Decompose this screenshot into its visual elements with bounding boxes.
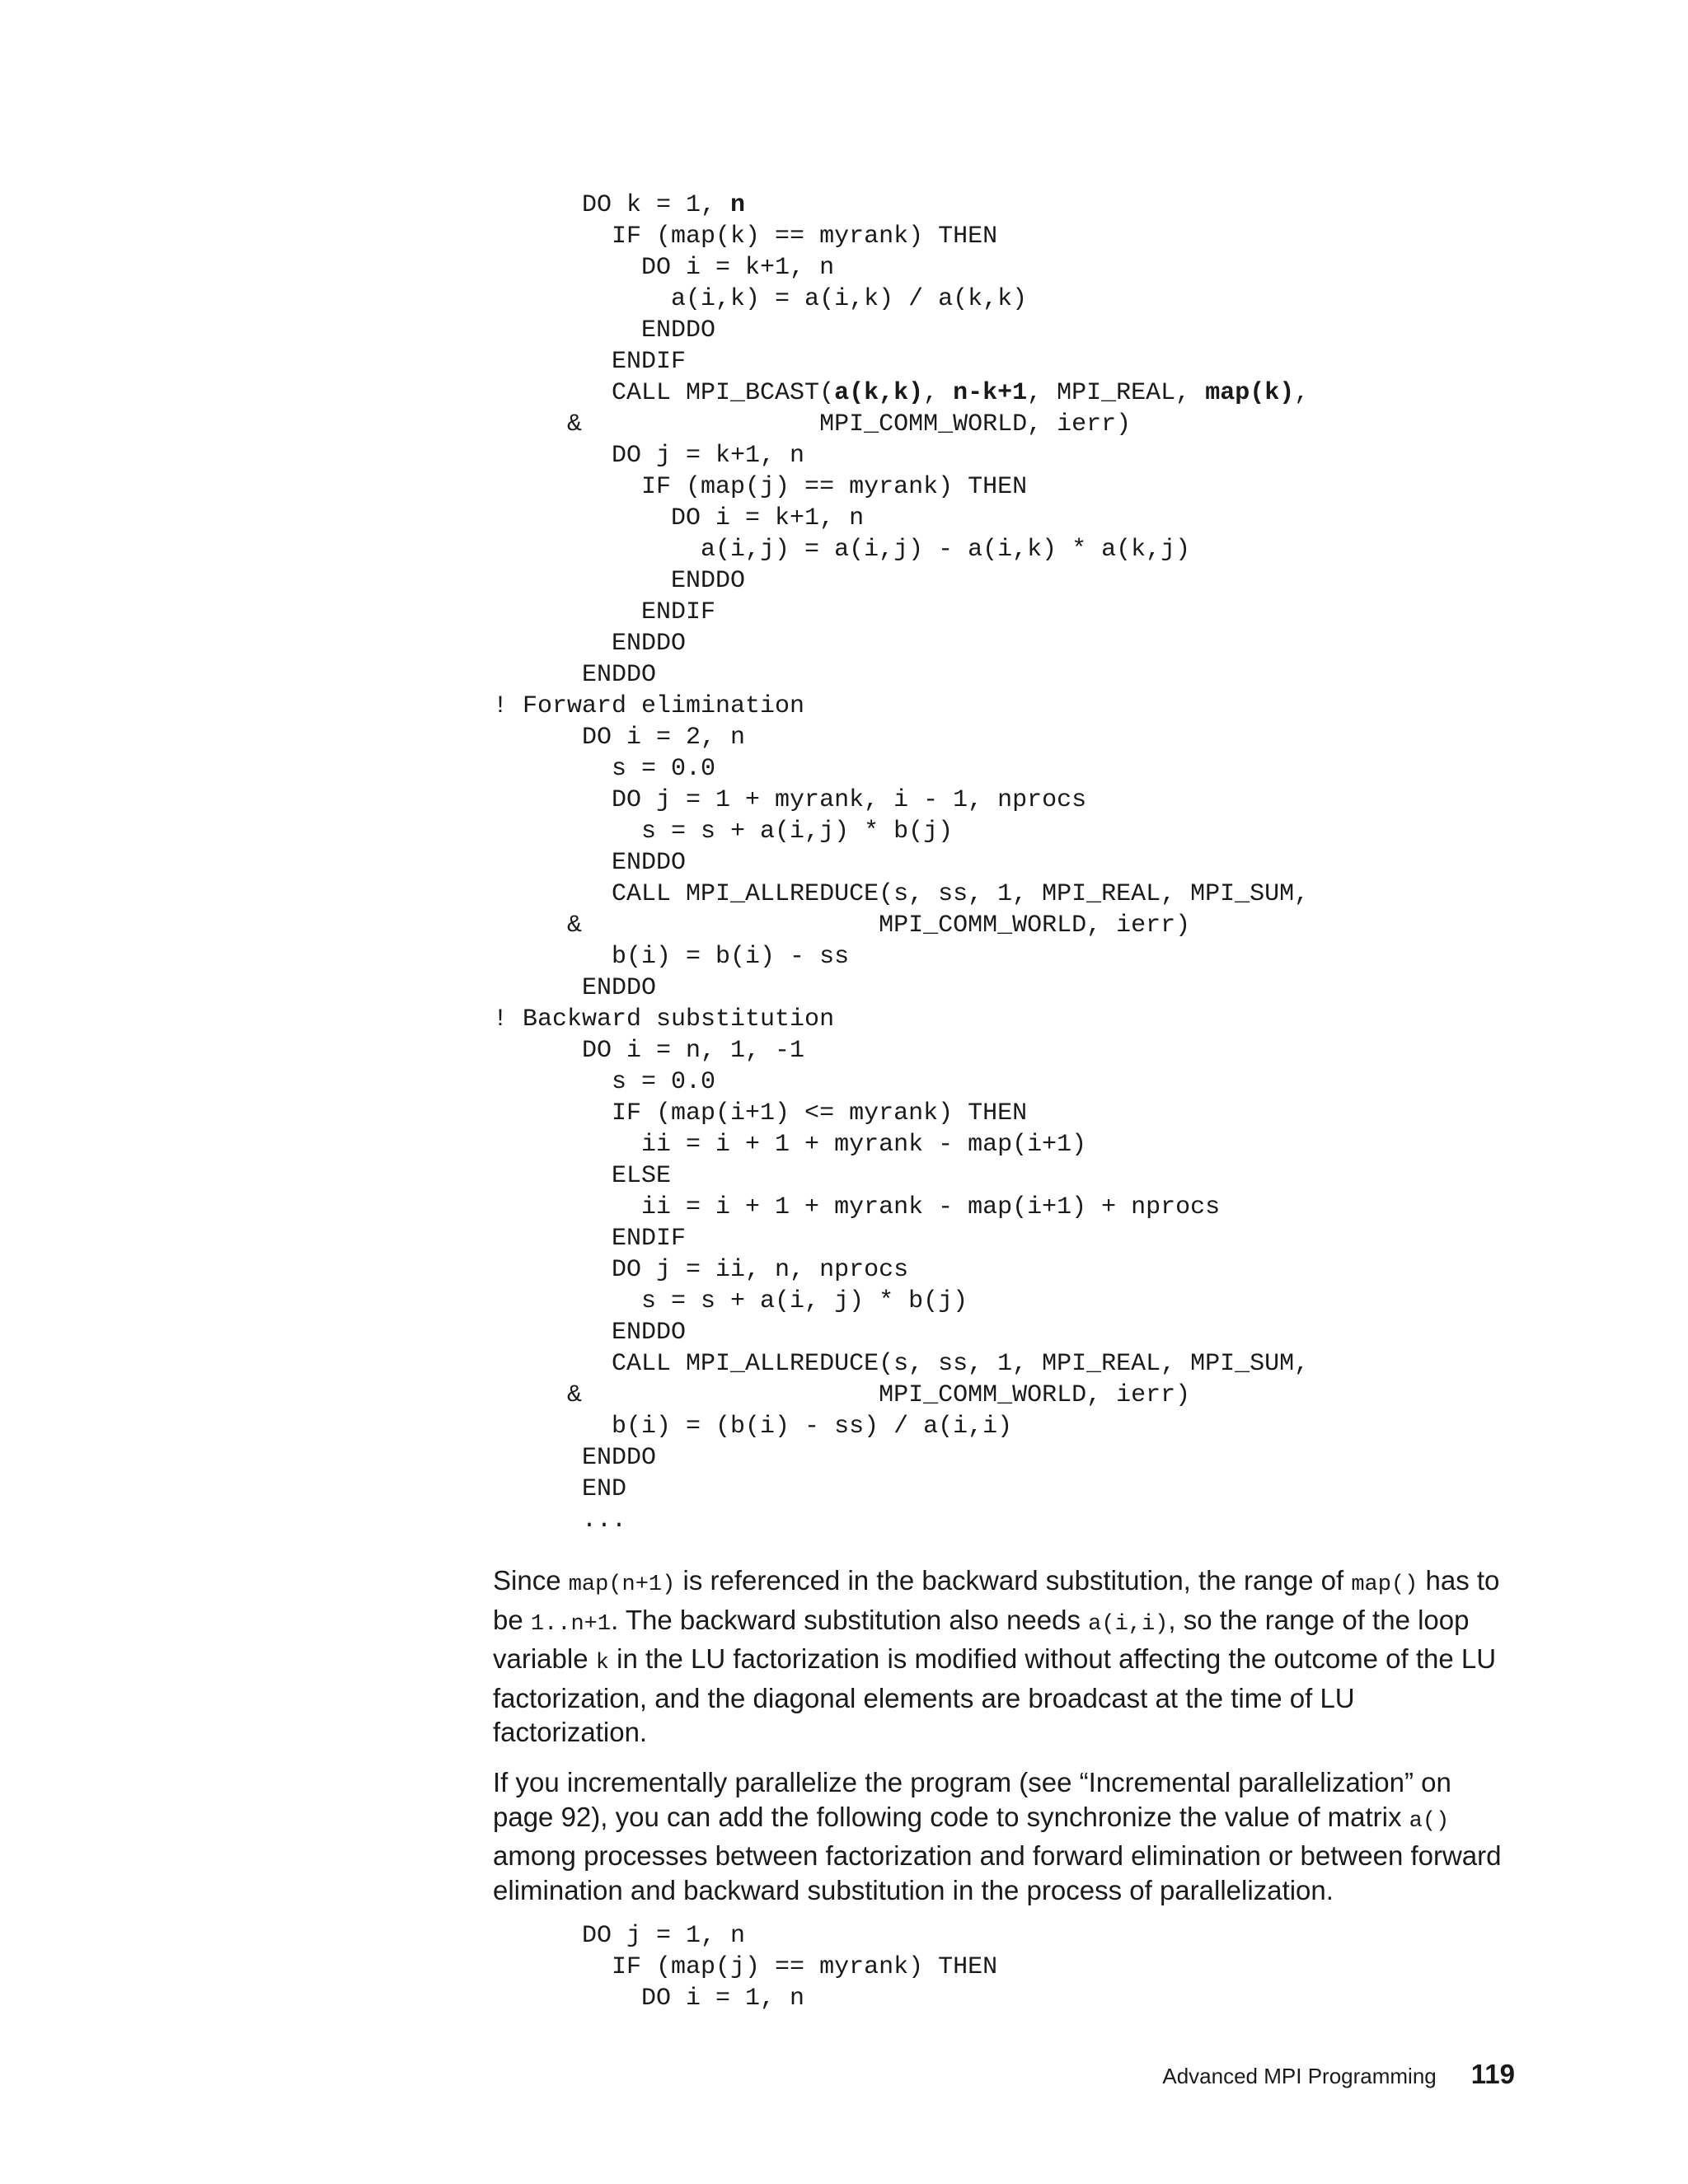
text-run: DO j = ii, n, nprocs	[493, 1256, 909, 1284]
text-run: ENDDO	[493, 630, 687, 658]
code-line	[493, 659, 1309, 691]
code-line	[493, 1286, 1309, 1317]
bold-code-run: n-k+1	[953, 379, 1028, 407]
text-run: DO i = k+1, n	[493, 254, 835, 282]
code-line	[493, 565, 1309, 597]
code-line	[493, 284, 1309, 315]
text-run: IF (map(i+1) <= myrank) THEN	[493, 1099, 1028, 1127]
text-run: DO j = 1 + myrank, i - 1, nprocs	[493, 786, 1087, 814]
code-line	[493, 1035, 1309, 1066]
code-line	[493, 847, 1309, 879]
inline-code: k	[595, 1651, 609, 1675]
inline-code: a(i,i)	[1088, 1611, 1169, 1637]
paragraph-incremental-parallelization	[493, 1765, 1515, 1907]
code-line	[493, 722, 1309, 753]
text-run: & MPI_COMM_WORLD, ierr)	[493, 1381, 1191, 1409]
text-run: ENDDO	[493, 974, 657, 1002]
paragraph-map-range	[493, 1563, 1515, 1750]
code-line	[493, 1505, 1309, 1536]
text-run: ENDDO	[493, 1444, 657, 1472]
text-run: in the LU factorization is modified without affecting the outcome of the LU factorization, and the diagonal elements are broadcast at the time of LU factorization.	[493, 1643, 1497, 1747]
inline-code: a()	[1409, 1808, 1450, 1834]
text-run: , MPI_REAL,	[1027, 379, 1206, 407]
code-line	[493, 628, 1309, 659]
code-line	[493, 597, 1309, 628]
code-line	[493, 1098, 1309, 1129]
text-run: CALL MPI_ALLREDUCE(s, ss, 1, MPI_REAL, MPI_SUM,	[493, 880, 1310, 908]
text-run: ...	[493, 1507, 627, 1535]
code-line	[493, 1348, 1309, 1380]
text-run: DO i = n, 1, -1	[493, 1037, 805, 1065]
text-run: . The backward substitution also needs	[611, 1604, 1089, 1635]
text-run: ENDDO	[493, 316, 716, 344]
code-line	[493, 1442, 1309, 1474]
code-listing-main	[493, 190, 1309, 1536]
code-line	[493, 221, 1309, 252]
bold-code-run: map(k)	[1205, 379, 1295, 407]
text-run: & MPI_COMM_WORLD, ierr)	[493, 410, 1132, 438]
text-run: s = 0.0	[493, 1068, 716, 1096]
code-line	[493, 816, 1309, 847]
inline-code: map(n+1)	[568, 1572, 676, 1597]
code-line	[493, 1129, 1309, 1160]
code-line	[493, 1920, 997, 1952]
text-run: DO j = 1, n	[493, 1922, 746, 1950]
code-line	[493, 440, 1309, 471]
text-run: CALL MPI_ALLREDUCE(s, ss, 1, MPI_REAL, MPI_SUM,	[493, 1350, 1310, 1378]
code-line	[493, 503, 1309, 534]
code-line	[493, 471, 1309, 503]
code-line	[493, 315, 1309, 346]
text-run: & MPI_COMM_WORLD, ierr)	[493, 912, 1191, 940]
code-line	[493, 252, 1309, 284]
text-run: ENDDO	[493, 661, 657, 689]
text-run: b(i) = (b(i) - ss) / a(i,i)	[493, 1413, 1013, 1441]
text-run: b(i) = b(i) - ss	[493, 943, 850, 971]
inline-code: 1..n+1	[530, 1611, 612, 1637]
text-run: DO i = 1, n	[493, 1985, 805, 2013]
text-run: IF (map(j) == myrank) THEN	[493, 473, 1028, 501]
code-line	[493, 409, 1309, 440]
text-run: s = 0.0	[493, 755, 716, 783]
text-run: ENDIF	[493, 598, 716, 626]
code-line	[493, 377, 1309, 409]
text-run: IF (map(j) == myrank) THEN	[493, 1953, 998, 1981]
code-line	[493, 534, 1309, 565]
text-run: among processes between factorization and forward elimination or between forward elimination and backward substitution in the process of parallelization.	[493, 1840, 1502, 1905]
text-run: ENDIF	[493, 1225, 687, 1253]
code-line	[493, 1411, 1309, 1442]
text-run: ELSE	[493, 1162, 672, 1190]
code-line	[493, 1254, 1309, 1286]
code-line	[493, 910, 1309, 941]
text-run: If you incrementally parallelize the program (see “Incremental parallelization” on page 92), you can add the following code to synchronize the value of matrix	[493, 1767, 1451, 1832]
text-run: has to be	[493, 1565, 1500, 1635]
code-line	[493, 190, 1309, 221]
bold-code-run: n	[730, 191, 746, 219]
code-line	[493, 879, 1309, 910]
code-line	[493, 1474, 1309, 1505]
footer-title: Advanced MPI Programming	[1162, 2064, 1437, 2088]
text-run: END	[493, 1475, 627, 1503]
code-line	[493, 1223, 1309, 1254]
code-listing-sync	[493, 1920, 997, 2014]
bold-code-run: a(k,k)	[834, 379, 924, 407]
text-run: DO j = k+1, n	[493, 442, 805, 470]
text-run: CALL MPI_BCAST(	[493, 379, 835, 407]
code-line	[493, 691, 1309, 722]
code-line	[493, 1952, 997, 1983]
text-run: s = s + a(i,j) * b(j)	[493, 818, 954, 846]
page-number: 119	[1470, 2059, 1515, 2089]
text-run: s = s + a(i, j) * b(j)	[493, 1287, 968, 1315]
code-line	[493, 1192, 1309, 1223]
code-line	[493, 1004, 1309, 1035]
code-line	[493, 1066, 1309, 1098]
text-run: ENDIF	[493, 348, 687, 376]
text-run: , so the range of the loop variable	[493, 1604, 1470, 1674]
text-run: a(i,j) = a(i,j) - a(i,k) * a(k,j)	[493, 536, 1191, 564]
page-footer	[1162, 2059, 1515, 2090]
text-run: ii = i + 1 + myrank - map(i+1)	[493, 1131, 1087, 1159]
text-run: ENDDO	[493, 1319, 687, 1347]
text-run: ,	[1294, 379, 1310, 407]
code-line	[493, 972, 1309, 1004]
text-run: is referenced in the backward substitution, the range of	[675, 1565, 1352, 1596]
code-line	[493, 346, 1309, 377]
inline-code: map()	[1351, 1572, 1418, 1597]
code-line	[493, 1317, 1309, 1348]
code-line	[493, 1380, 1309, 1411]
text-run: ii = i + 1 + myrank - map(i+1) + nprocs	[493, 1193, 1221, 1221]
code-line	[493, 941, 1309, 972]
text-run: DO k = 1,	[493, 191, 731, 219]
code-line	[493, 785, 1309, 816]
text-run: DO i = 2, n	[493, 724, 746, 752]
text-run: ! Forward elimination	[493, 692, 805, 720]
code-line	[493, 1983, 997, 2014]
text-run: ,	[923, 379, 954, 407]
code-line	[493, 753, 1309, 785]
text-run: IF (map(k) == myrank) THEN	[493, 223, 998, 251]
text-run: ENDDO	[493, 567, 746, 595]
text-run: ENDDO	[493, 849, 687, 877]
text-run: a(i,k) = a(i,k) / a(k,k)	[493, 285, 1028, 313]
code-line	[493, 1160, 1309, 1192]
text-run: DO i = k+1, n	[493, 504, 865, 532]
text-run: Since	[493, 1565, 569, 1596]
text-run: ! Backward substitution	[493, 1005, 835, 1033]
